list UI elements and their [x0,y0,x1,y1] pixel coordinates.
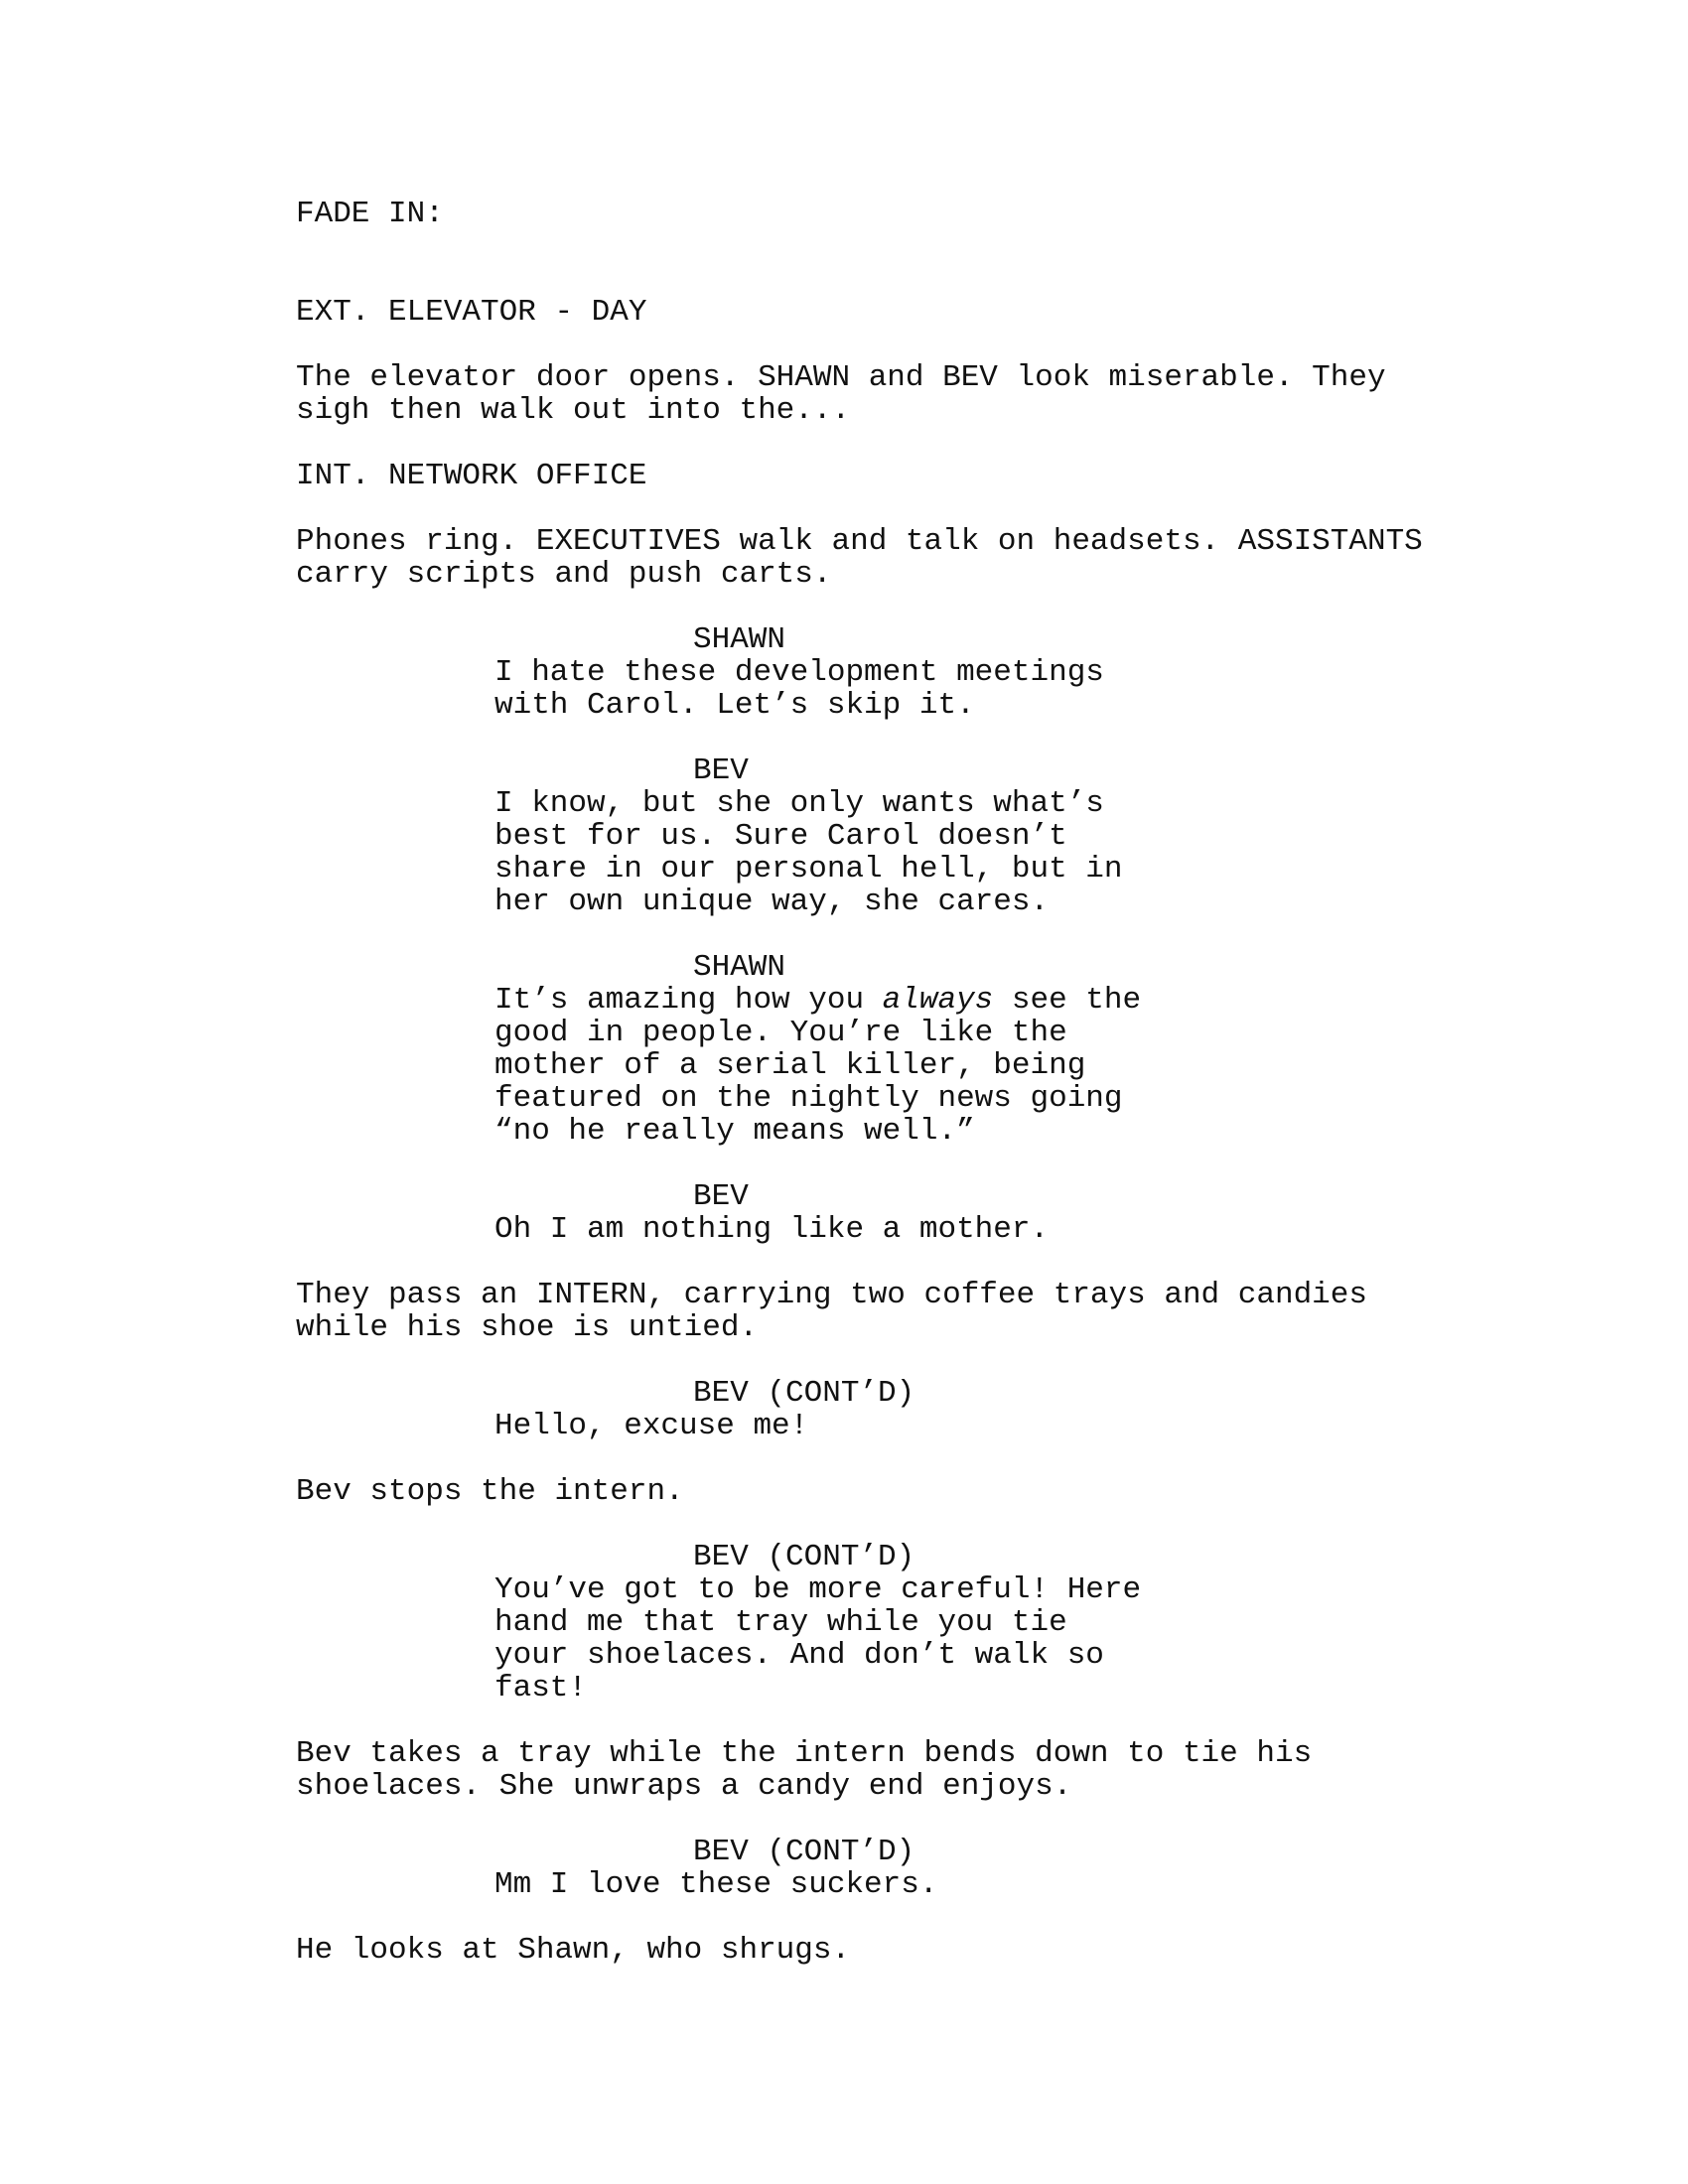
character-name: BEV [693,1179,749,1214]
dialogue-line: hand me that tray while you tie [494,1605,1067,1640]
character-name: SHAWN [693,622,786,657]
dialogue-line [494,984,1141,1017]
action-line: while his shoe is untied. [296,1310,759,1345]
dialogue-line: share in our personal hell, but in [494,852,1123,887]
character-name: BEV (CONT’D) [693,1540,915,1574]
dialogue-line: I hate these development meetings [494,655,1104,690]
dialogue-line: her own unique way, she cares. [494,885,1050,919]
scene-heading: INT. NETWORK OFFICE [296,459,647,493]
action-line: They pass an INTERN, carrying two coffee trays and candies [296,1278,1367,1312]
transition: FADE IN: [296,197,444,231]
action-line: shoelaces. She unwraps a candy end enjoys. [296,1769,1072,1804]
dialogue-line: “no he really means well.” [494,1114,975,1149]
dialogue-line: Hello, excuse me! [494,1409,809,1443]
action-line: The elevator door opens. SHAWN and BEV look miserable. They [296,360,1386,395]
action-line: sigh then walk out into the... [296,393,851,428]
dialogue-line: featured on the nightly news going [494,1081,1123,1116]
dialogue-line: fast! [494,1671,588,1706]
action-line: carry scripts and push carts. [296,557,832,592]
dialogue-line: You’ve got to be more careful! Here [494,1572,1142,1607]
character-name: BEV (CONT’D) [693,1376,915,1411]
action-line: Bev takes a tray while the intern bends down to tie his [296,1736,1313,1771]
dialogue-text: see the [993,983,1142,1018]
dialogue-line: your shoelaces. And don’t walk so [494,1638,1104,1673]
dialogue-line: good in people. You’re like the [494,1016,1067,1050]
action-line: Bev stops the intern. [296,1474,684,1509]
action-line: He looks at Shawn, who shrugs. [296,1933,851,1968]
dialogue-line: I know, but she only wants what’s [494,786,1104,821]
dialogue-line: Mm I love these suckers. [494,1867,938,1902]
dialogue-line: mother of a serial killer, being [494,1048,1086,1083]
character-name: BEV (CONT’D) [693,1835,915,1869]
action-line: Phones ring. EXECUTIVES walk and talk on headsets. ASSISTANTS [296,524,1423,559]
dialogue-line: with Carol. Let’s skip it. [494,688,975,723]
dialogue-line: Oh I am nothing like a mother. [494,1212,1050,1247]
character-name: SHAWN [693,950,786,985]
scene-heading: EXT. ELEVATOR - DAY [296,295,647,330]
dialogue-line: best for us. Sure Carol doesn’t [494,819,1067,854]
character-name: BEV [693,753,749,788]
dialogue-text: It’s amazing how you [494,983,883,1018]
emphasis-text: always [882,983,994,1018]
